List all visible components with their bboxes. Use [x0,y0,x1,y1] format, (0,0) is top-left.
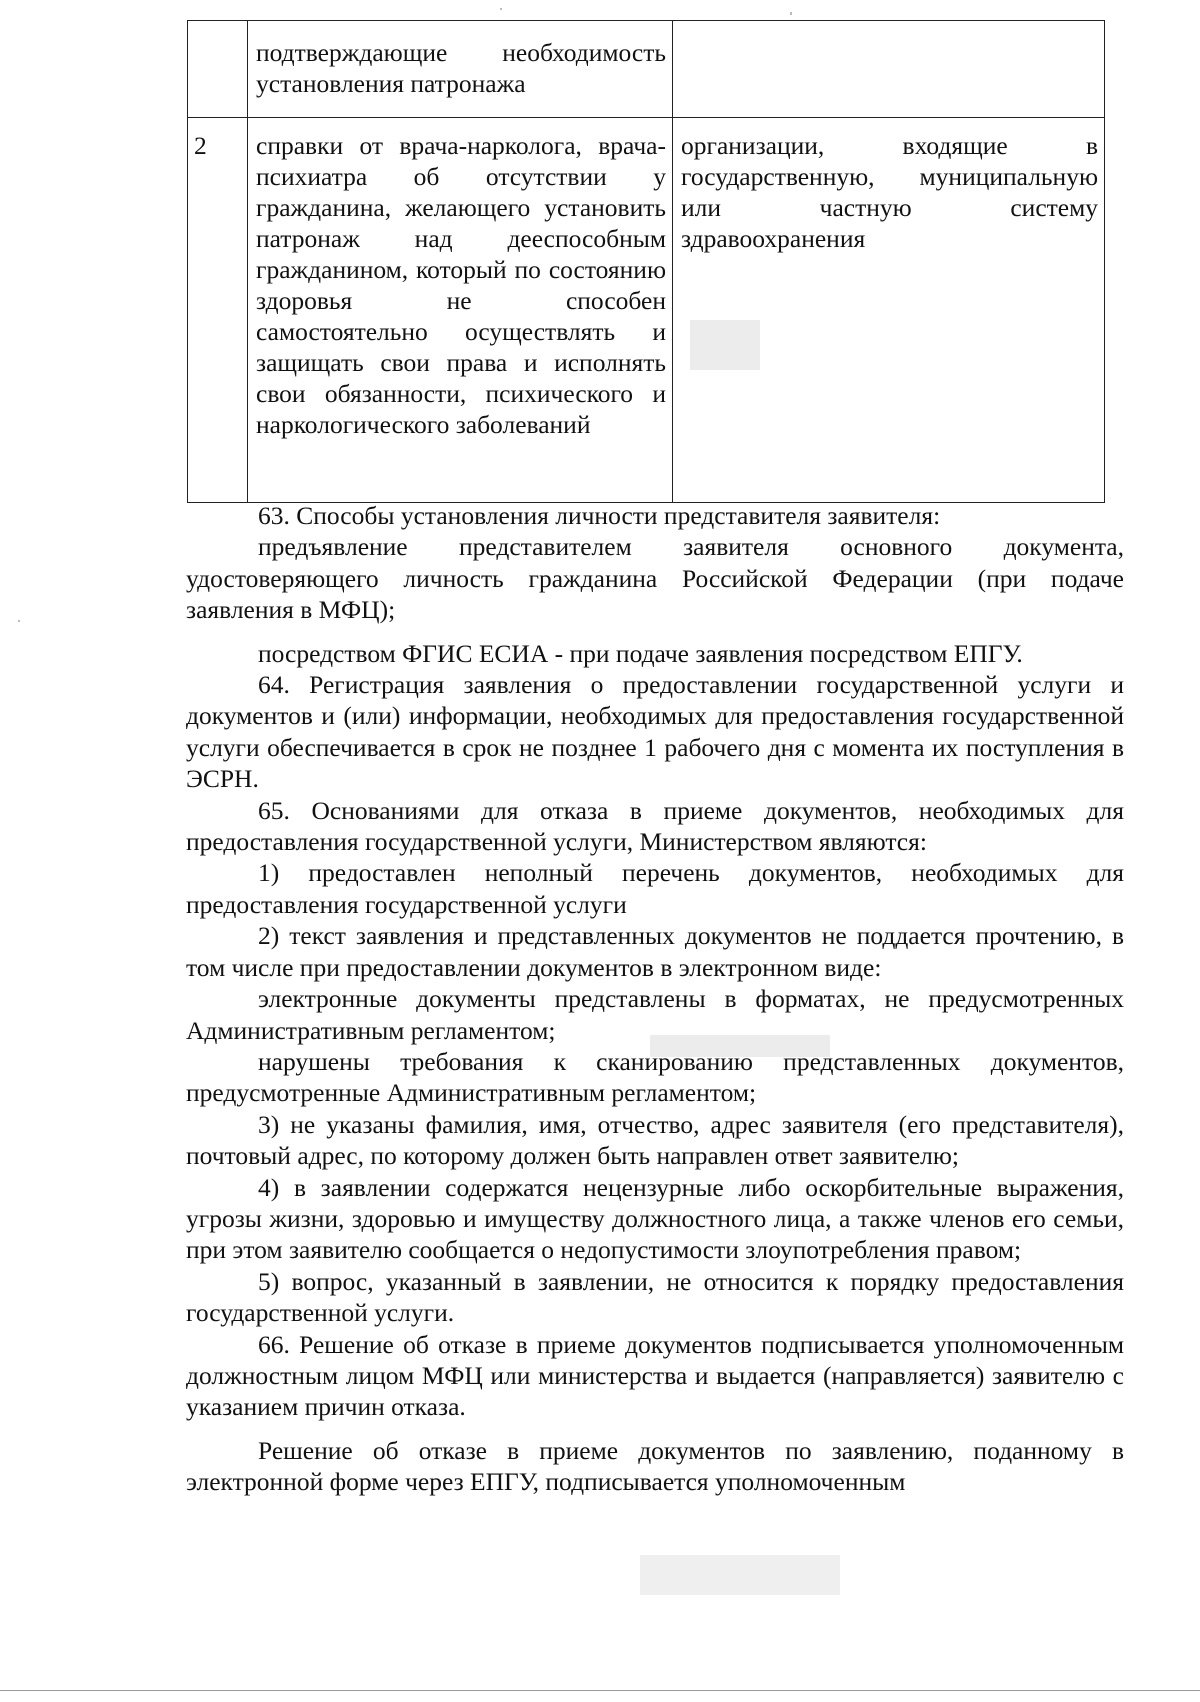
paragraph-66: 66. Решение об отказе в приеме документов подписывается уполномоченным должностным лицом МФЦ или министерства и выдается (направляется) заявителю с указанием причин отказа. [186,1329,1124,1422]
documents-table [187,20,1105,503]
table-cell-issuer: организации, входящие в государственную, муниципальную или частную систему здравоохранения [673,118,1105,503]
table-row [188,118,1105,503]
list-item: 5) вопрос, указанный в заявлении, не относится к порядку предоставления государственной услуги. [186,1266,1124,1328]
paragraph-64: 64. Регистрация заявления о предоставлении государственной услуги и документов и (или) информации, необходимых для предоставления государственной услуги обеспечивается в срок не позднее 1 рабочего дня с момента их поступления в ЭСРН. [186,670,1124,794]
page-edge [0,1690,1200,1691]
paragraph: Решение об отказе в приеме документов по заявлению, поданному в электронной форме через ЕПГУ, подписывается уполномоченным [186,1435,1124,1497]
document-body [186,500,1124,1498]
paragraph-63: 63. Способы установления личности представителя заявителя: [258,501,941,530]
scan-artifact [690,320,760,370]
table-cell-document: справки от врача-нарколога, врача-психиатра об отсутствии у гражданина, желающего установить патронаж над дееспособным гражданином, который по состоянию здоровья не способен самостоятельно осуществлять и защищать свои права и исполнять свои обязанности, психического и наркологического заболеваний [248,118,673,503]
paragraph: нарушены требования к сканированию представленных документов, предусмотренные Административным регламентом; [186,1046,1124,1108]
scan-artifact [790,12,792,15]
list-item: 4) в заявлении содержатся нецензурные либо оскорбительные выражения, угрозы жизни, здоровью и имуществу должностного лица, а также членов его семьи, при этом заявителю сообщается о недопустимости злоупотребления правом; [186,1172,1124,1265]
table-cell-issuer [673,21,1105,118]
table-cell-number: 2 [188,118,248,503]
scan-artifact [18,620,20,622]
paragraph: предъявление представителем заявителя основного документа, удостоверяющего личность гражданина Российской Федерации (при подаче заявления в МФЦ); [186,532,1124,625]
scan-artifact [650,1035,830,1057]
paragraph: посредством ФГИС ЕСИА - при подаче заявления посредством ЕПГУ. [258,638,1023,668]
list-item: 2) текст заявления и представленных документов не поддается прочтению, в том числе при предоставлении документов в электронном виде: [186,921,1124,982]
scan-artifact [500,8,502,10]
list-item: 1) предоставлен неполный перечень документов, необходимых для предоставления государственной услуги [186,858,1124,919]
list-item: 3) не указаны фамилия, имя, отчество, адрес заявителя (его представителя), почтовый адрес, по которому должен быть направлен ответ заявителю; [186,1109,1124,1171]
paragraph-65: 65. Основаниями для отказа в приеме документов, необходимых для предоставления государственной услуги, Министерством являются: [186,795,1124,857]
table-row [188,21,1105,118]
table-cell-document: подтверждающие необходимость установления патронажа [248,21,673,118]
scan-artifact [640,1555,840,1595]
table-cell-number [188,21,248,118]
paragraph: электронные документы представлены в форматах, не предусмотренных Административным регламентом; [186,984,1124,1045]
